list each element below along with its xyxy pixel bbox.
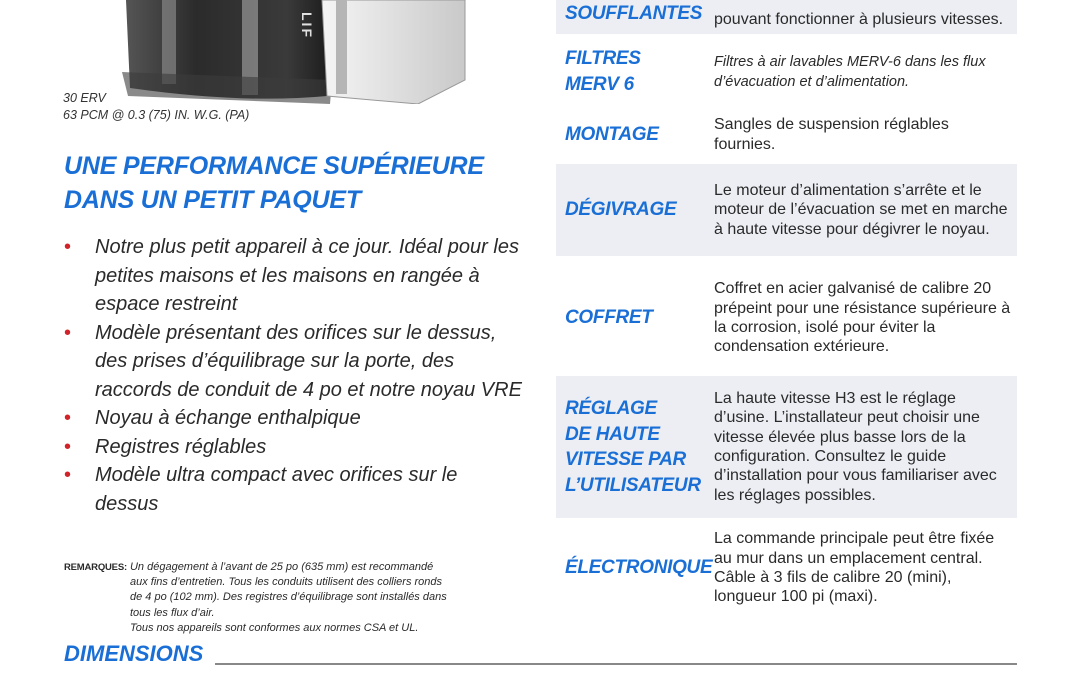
spec-label: MONTAGE: [565, 123, 659, 145]
feature-list: [64, 233, 524, 518]
remarks-label: REMARQUES:: [64, 562, 127, 573]
spec-row-montage: [556, 107, 1017, 162]
spec-row-filtres: [556, 37, 1017, 106]
bullet-icon: •: [64, 407, 72, 429]
remarks-block: [64, 560, 514, 636]
spec-desc: Sangles de suspension réglables fournies.: [714, 116, 949, 153]
dimensions-divider: [215, 663, 1017, 665]
feature-item: • Notre plus petit appareil à ce jour. Idéal pour les petites maisons et les maisons en rangée à espace restreint: [64, 233, 524, 319]
remarks-line-1: Un dégagement à l’avant de 25 po (635 mm) est recommandé: [129, 561, 434, 573]
spec-label: SOUFFLANTES: [565, 2, 703, 24]
bullet-icon: •: [64, 464, 72, 486]
spec-row-electronique: [556, 520, 1017, 616]
remarks-line-2: aux fins d’entretien. Tous les conduits utilisent des colliers ronds: [130, 576, 443, 589]
section-headline: [64, 149, 484, 217]
remarks-line-5: Tous nos appareils sont conformes aux normes CSA et UL.: [130, 621, 419, 634]
spec-desc: Coffret en acier galvanisé de calibre 20 prépeint pour une résistance supérieure à la corrosion, isolé pour éviter la condensation extérieure.: [714, 280, 1011, 356]
spec-label: DÉGIVRAGE: [565, 199, 677, 221]
product-caption-airflow: 63 PCM @ 0.3 (75) IN. W.G. (PA): [63, 108, 250, 122]
spec-desc: Le moteur d’alimentation s’arrête et le moteur de l’évacuation se met en marche à haute vitesse pour dégivrer le noyau.: [714, 182, 1008, 238]
remarks-line-4: tous les flux d’air.: [130, 606, 215, 619]
headline-line-1: UNE PERFORMANCE SUPÉRIEURE: [64, 152, 484, 180]
spec-desc: Filtres à air lavables MERV-6 dans les flux d’évacuation et d’alimentation.: [714, 53, 986, 90]
feature-item: • Modèle ultra compact avec orifices sur le dessus: [64, 461, 524, 518]
product-image: [122, 0, 467, 104]
spec-label: FILTRES MERV 6: [565, 48, 641, 95]
spec-desc: pouvant fonctionner à plusieurs vitesses.: [714, 10, 1004, 28]
feature-item: • Modèle présentant des orifices sur le dessus, des prises d’équilibrage sur la porte, des raccords de conduit de 4 po et notre noyau VRE: [64, 319, 524, 405]
spec-desc: La haute vitesse H3 est le réglage d’usine. L’installateur peut choisir une vitesse élevée plus basse lors de la configuration. Consultez le guide d’installation pour vous familiariser avec les réglages possibles.: [714, 390, 997, 504]
feature-item: • Noyau à échange enthalpique: [64, 404, 524, 433]
bullet-icon: •: [64, 435, 72, 458]
product-label-fragment: LIF: [299, 12, 315, 39]
spec-label: RÉGLAGE DE HAUTE VITESSE PAR L’UTILISATEUR: [565, 398, 701, 496]
bullet-icon: •: [64, 236, 72, 258]
product-caption-model: 30 ERV: [63, 91, 106, 105]
spec-label: COFFRET: [565, 307, 653, 329]
headline-line-2: DANS UN PETIT PAQUET: [64, 186, 361, 214]
spec-row-coffret: [556, 260, 1017, 376]
feature-item: • Registres réglables: [64, 433, 524, 462]
spec-row-soufflantes: [556, 0, 1017, 34]
dimensions-heading: DIMENSIONS: [64, 641, 204, 666]
spec-label: ÉLECTRONIQUE: [565, 557, 713, 579]
spec-row-reglage: [556, 376, 1017, 518]
bullet-icon: •: [64, 321, 72, 344]
spec-desc: La commande principale peut être fixée au mur dans un emplacement central. Câble à 3 fils de calibre 20 (mini), longueur 100 pi (maxi).: [714, 530, 995, 606]
spec-row-degivrage: [556, 164, 1017, 256]
remarks-line-3: de 4 po (102 mm). Des registres d’équilibrage sont installés dans: [130, 591, 447, 604]
